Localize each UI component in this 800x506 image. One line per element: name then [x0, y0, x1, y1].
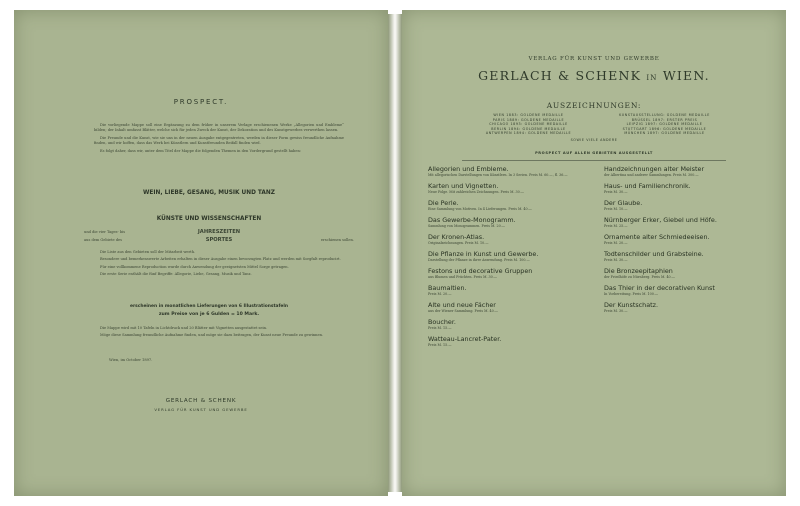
price-line: zum Preise von je 6 Gulden = 10 Mark. — [158, 312, 260, 317]
catalog-entry: Haus- und Familienchronik. Preis M. 30.— — [604, 182, 691, 195]
catalog-entry: Die Bronzeepitaphien der Friedhöfe zu Nürnberg. Preis M. 40.— — [604, 267, 676, 280]
awards-right-column: KUNSTAUSSTELLUNG: GOLDENE MEDAILLE BRÜSSEL 1897: ERSTER PREIS LEIPZIG 1897: GOLDENE MEDAILLE STUTTGART 1896: GOLDENE MEDAILLE MÜNCHEN 1897: GOLDENE MEDAILLE — [619, 113, 710, 136]
paragraph: Besondere und bemerkenswerte Arbeiten erhalten in dieser Ausgabe einen bevorzugten Platz und werden mit Sorgfalt reproducirt. — [100, 257, 341, 262]
closing-text — [94, 326, 344, 341]
paragraph: Es folgt daher, dass wir, unter dem Titel der Mappe die folgenden Themen in den Vordergrund gestellt haben: — [100, 148, 301, 153]
paragraph: Die Freunde und die Kunst, wie sie uns in der neuen Ausgabe entgegentreten, werden in dieser Form gewiss freundliche Aufnahme finden, und wir hoffen, dass das Werk bei Künstlern und Kunstfreunden Beifall finden wird. — [94, 135, 344, 146]
catalog-entry: Handzeichnungen alter Meister der Albertina und anderer Sammlungen. Preis M. 300.— — [604, 165, 705, 178]
catalog-entry: Todtenschilder und Grabsteine. Preis M. 30.— — [604, 250, 704, 263]
dateline: Wien, im October 1897. — [109, 358, 153, 362]
footer-subtitle: VERLAG FÜR KUNST UND GEWERBE — [154, 407, 248, 412]
theme-line-wine: WEIN, LIEBE, GESANG, MUSIK UND TANZ — [143, 190, 275, 196]
paragraph: Die Liste aus den Gebieten soll der Mitarbeit werth. — [100, 250, 196, 254]
catalog-entry: Die Perle. Eine Sammlung von Motiven. In 4 Lieferungen. Preis M. 40.— — [428, 199, 532, 212]
right-page — [402, 10, 786, 496]
footer-firm: GERLACH & SCHENK — [165, 398, 237, 404]
publisher-line: VERLAG FÜR KUNST UND GEWERBE — [528, 56, 660, 62]
awards-more: SOWIE VIELE ANDERE — [570, 138, 618, 142]
awards-left-column: WIEN 1883: GOLDENE MEDAILLE PARIS 1889: GOLDENE MEDAILLE CHICAGO 1893: GOLDENE MEDAILLE BERLIN 1894: GOLDENE MEDAILLE ANTWERPEN 1894: GOLDENE MEDAILLE — [485, 113, 572, 136]
seasons-label: JAHRESZEITEN — [197, 229, 241, 235]
divider — [462, 160, 726, 161]
body-text — [94, 250, 344, 280]
paragraph: Die Mappe wird mit 10 Tafeln in Lichtdruck und 20 Blätter mit Vignetten ausgestattet sein. — [100, 326, 268, 330]
paragraph: Die erste Serie enthält die fünf Begriffe: Allegorie, Liebe, Gesang, Musik und Tanz. — [100, 272, 252, 277]
awards-title: AUSZEICHNUNGEN: — [546, 101, 642, 110]
prospect-title: PROSPECT. — [173, 98, 229, 106]
awards-note: PROSPECT AUF ALLEN GEBIETEN AUSGESTELLT — [535, 151, 653, 155]
catalog-entry: Festons und decorative Gruppen aus Blumen und Früchten. Preis M. 30.— — [428, 267, 533, 280]
catalog-left-column — [428, 166, 596, 353]
theme-line-arts: KÜNSTE UND WISSENSCHAFTEN — [156, 216, 262, 222]
catalog-entry: Die Pflanze in Kunst und Gewerbe. Darstellung der Pflanze in ihrer Anwendung. Preis M. 100.— — [428, 250, 539, 263]
sports-label: SPORTES — [205, 237, 233, 243]
seasons-line: und die vier Tages- bis JAHRESZEITEN — [84, 230, 354, 234]
catalog-entry: Alte und neue Fächer aus der Wiener Sammlung. Preis M. 40.— — [428, 301, 499, 314]
catalog-entry: Karten und Vignetten. Neue Folge. Mit zahlreichen Zeichnungen. Preis M. 30.— — [428, 182, 525, 195]
catalog-entry: Ornamente alter Schmiedeeisen. Preis M. 20.— — [604, 233, 710, 246]
catalog-entry: Der Kronen-Atlas. Originalzeichnungen. Preis M. 10.— — [428, 233, 489, 246]
catalog-entry: Der Kunstschatz. Preis M. 30.— — [604, 301, 659, 314]
paragraph: Möge diese Sammlung freundliche Aufnahme finden, und möge sie dazu beitragen, der Kunst neue Freunde zu gewinnen. — [100, 333, 324, 338]
left-footer — [14, 398, 388, 412]
catalog-entry: Das Gewerbe-Monogramm. Sammlung von Monogrammen. Preis M. 20.— — [428, 216, 516, 229]
catalog-entry: Baumaltien. Preis M. 20.— — [428, 284, 467, 297]
paragraph: Für eine vollkommene Reproduction wurde durch Anwendung der geeignetsten Mittel Sorge getragen. — [100, 264, 289, 269]
catalog-right-column — [604, 166, 772, 319]
left-page — [14, 10, 388, 496]
catalog-entry: Das Thier in der decorativen Kunst In Vorbereitung. Preis M. 100.— — [604, 284, 715, 297]
firm-name: GERLACH & SCHENK IN WIEN. — [478, 68, 710, 83]
catalog-entry: Allegorien und Embleme. Mit allegorischen Darstellungen von Künstlern. In 3 Serien. Preis M. 60.—, fl. 36.— — [428, 165, 568, 178]
intro-text — [94, 123, 344, 156]
catalog-entry: Nürnberger Erker, Giebel und Höfe. Preis M. 25.— — [604, 216, 717, 229]
catalog-entry: Boucher. Preis M. 15.— — [428, 318, 456, 331]
catalog-entry: Watteau-Lancret-Pater. Preis M. 15.— — [428, 335, 502, 348]
paragraph: Die vorliegende Mappe soll eine Ergänzung zu dem früher in unserem Verlage erschienenen Werke „Allegorien und Embleme“ bilden; der Inhalt umfasst Blätter, welche sich für jeden Zweck der Kunst, der Dekoration und des Kunstgewerbes verwerthen lassen. — [94, 123, 344, 133]
release-line: erscheinen in monatlichen Lieferungen von 6 Illustrationstafeln — [129, 304, 289, 309]
catalog-entry: Der Glaube. Preis M. 10.— — [604, 199, 643, 212]
sports-line: aus dem Gebiete des SPORTES erschienen sollen. — [84, 237, 354, 243]
book-gutter — [388, 14, 402, 492]
